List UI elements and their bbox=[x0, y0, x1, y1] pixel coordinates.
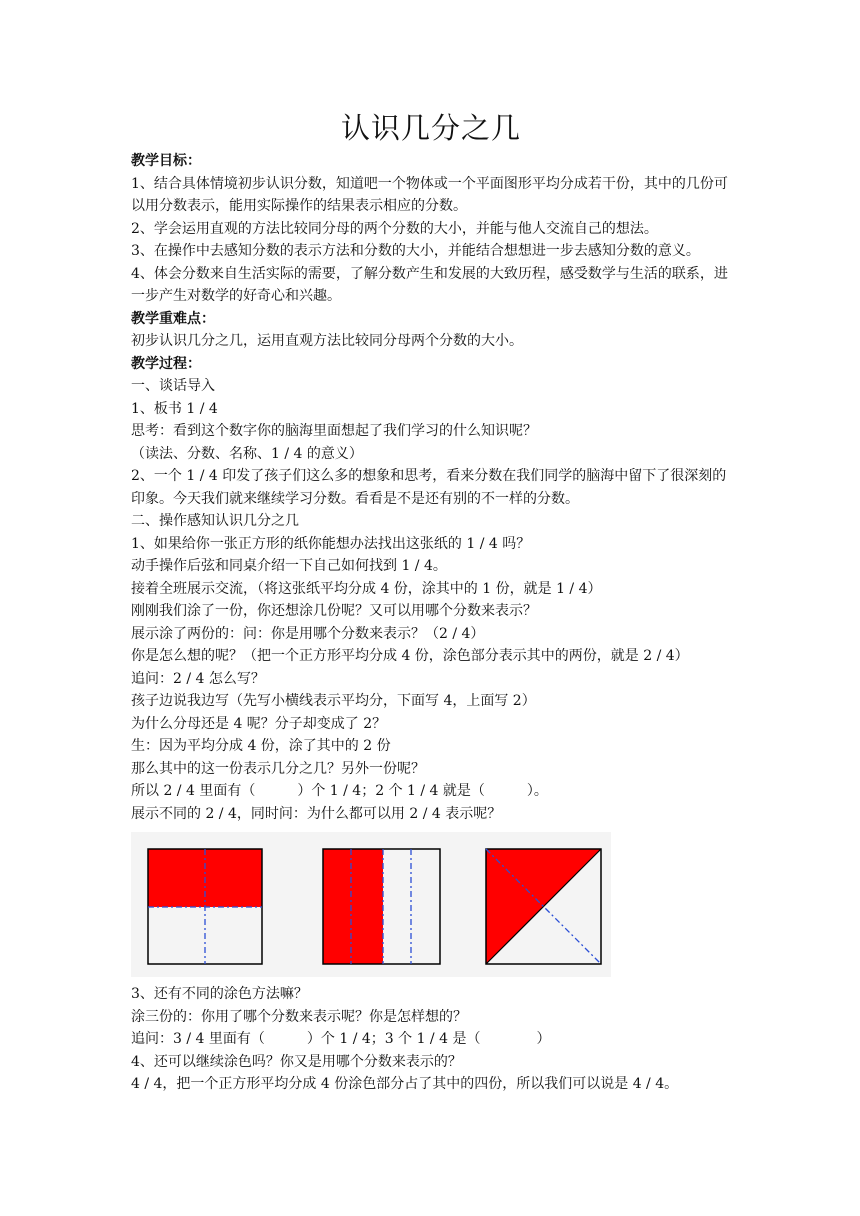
text-line: 接着全班展示交流，（将这张纸平均分成 4 份，涂其中的 1 份，就是 1 / 4） bbox=[131, 580, 602, 597]
text-line: 涂三份的：你用了哪个分数来表示呢？你是怎样想的？ bbox=[131, 1008, 467, 1025]
page-title: 认识几分之几 bbox=[340, 111, 521, 145]
text-line: 所以 2 / 4 里面有（ ）个 1 / 4；2 个 1 / 4 就是（ ）。 bbox=[131, 783, 548, 799]
text-line: （读法、分数、名称、1 / 4 的意义） bbox=[131, 445, 363, 462]
text-line: 展示涂了两份的：问：你是用哪个分数来表示？（2 / 4） bbox=[131, 625, 485, 642]
text-line: 1、如果给你一张正方形的纸你能想办法找出这张纸的 1 / 4 吗？ bbox=[131, 535, 531, 552]
fraction-figures bbox=[131, 832, 611, 977]
text-line: 那么其中的这一份表示几分之几？另外一份呢？ bbox=[131, 760, 425, 777]
text-line: 追问：2 / 4 怎么写？ bbox=[131, 670, 265, 687]
text-line: 追问：3 / 4 里面有（ ）个 1 / 4；3 个 1 / 4 是（ ） bbox=[131, 1031, 551, 1047]
text-line: 二、操作感知认识几分之几 bbox=[131, 513, 299, 529]
text-line: 思考：看到这个数字你的脑海里面想起了我们学习的什么知识呢？ bbox=[131, 423, 537, 439]
text-line: 4 / 4，把一个正方形平均分成 4 份涂色部分占了其中的四份，所以我们可以说是 4 / 4。 bbox=[131, 1076, 679, 1092]
section-heading: 教学目标： bbox=[131, 153, 201, 169]
body-text-after-figures bbox=[131, 983, 731, 1096]
text-line: 生：因为平均分成 4 份，涂了其中的 2 份 bbox=[131, 738, 391, 754]
text-line: 2、一个 1 / 4 印发了孩子们这么多的想象和思考，看来分数在我们同学的脑海中留下了很深刻的印象。今天我们就来继续学习分数。看看是不是还有别的不一样的分数。 bbox=[131, 468, 727, 507]
square-2-shade bbox=[323, 849, 383, 964]
square-left-half-shaded bbox=[323, 849, 440, 964]
text-line: 4、还可以继续涂色吗？你又是用哪个分数来表示的？ bbox=[131, 1053, 462, 1070]
text-line: 你是怎么想的呢？（把一个正方形平均分成 4 份，涂色部分表示其中的两份，就是 2 / 4） bbox=[131, 648, 689, 664]
body-text bbox=[131, 150, 731, 825]
text-line: 1、板书 1 / 4 bbox=[131, 400, 218, 417]
text-line: 展示不同的 2 / 4，同时问：为什么都可以用 2 / 4 表示呢？ bbox=[131, 805, 502, 822]
text-line: 初步认识几分之几，运用直观方法比较同分母两个分数的大小。 bbox=[131, 333, 523, 349]
text-line: 3、还有不同的涂色方法嘛？ bbox=[131, 986, 308, 1002]
text-line: 4、体会分数来自生活实际的需要，了解分数产生和发展的大致历程，感受数学与生活的联系，进一步产生对数学的好奇心和兴趣。 bbox=[131, 265, 728, 304]
text-line: 为什么分母还是 4 呢？分子却变成了 2？ bbox=[131, 715, 387, 732]
section-heading: 教学过程： bbox=[131, 355, 201, 372]
text-line: 1、结合具体情境初步认识分数，知道吧一个物体或一个平面图形平均分成若干份，其中的几份可以用分数表示，能用实际操作的结果表示相应的分数。 bbox=[131, 175, 728, 214]
section-heading: 教学重难点： bbox=[131, 310, 215, 327]
text-line: 3、在操作中去感知分数的表示方法和分数的大小，并能结合想想进一步去感知分数的意义。 bbox=[131, 243, 700, 259]
square-diagonal-half-shaded bbox=[486, 849, 601, 964]
text-line: 刚刚我们涂了一份，你还想涂几份呢？又可以用哪个分数来表示？ bbox=[131, 603, 537, 619]
square-top-half-shaded bbox=[148, 849, 262, 964]
text-line: 一、谈话导入 bbox=[131, 378, 215, 394]
text-line: 2、学会运用直观的方法比较同分母的两个分数的大小，并能与他人交流自己的想法。 bbox=[131, 220, 658, 237]
text-line: 动手操作后弦和同桌介绍一下自己如何找到 1 / 4。 bbox=[131, 558, 447, 574]
text-line: 孩子边说我边写（先写小横线表示平均分，下面写 4，上面写 2） bbox=[131, 693, 536, 709]
